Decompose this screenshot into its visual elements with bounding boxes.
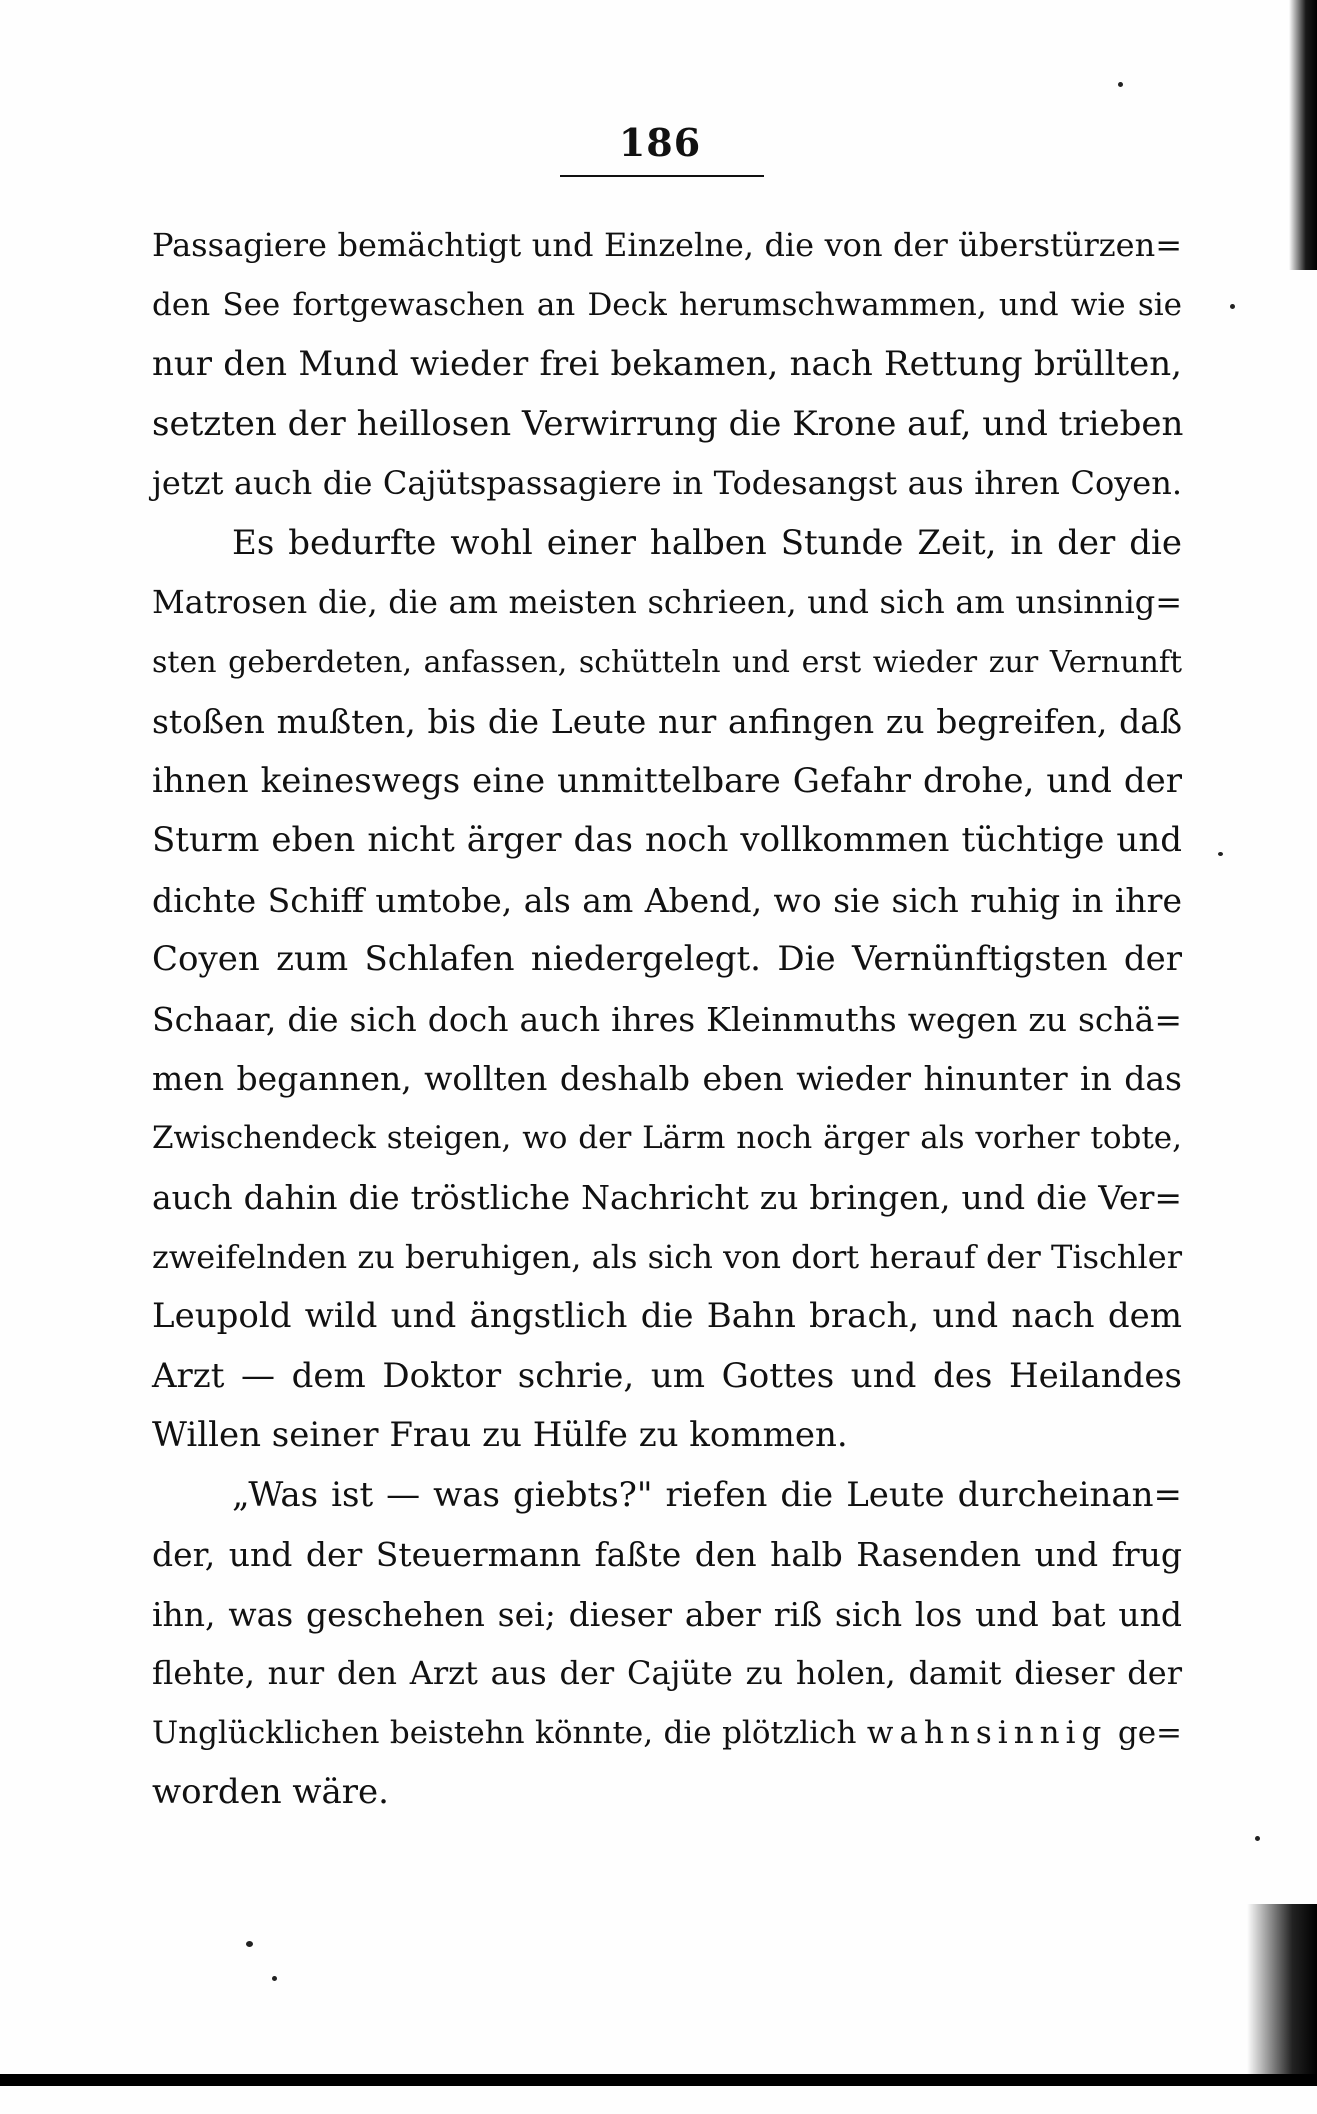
- text-line: der, und der Steuermann faßte den halb Rasenden und frug: [152, 1535, 1182, 1574]
- text-line: [152, 1704, 1182, 1764]
- text-line: Zwischendeck steigen, wo der Lärm noch ärger als vorher tobte,: [152, 1119, 1182, 1156]
- text-line: sten geberdeten, anfassen, schütteln und erst wieder zur Vernunft: [152, 644, 1182, 680]
- scan-speck: [246, 1941, 253, 1947]
- scan-speck: [272, 1976, 277, 1981]
- text-line: setzten der heillosen Verwirrung die Krone auf, und trieben: [152, 403, 1184, 444]
- text-line: den See fortgewaschen an Deck herumschwammen, und wie sie: [152, 286, 1182, 323]
- text-line: nur den Mund wieder frei bekamen, nach Rettung brüllten,: [152, 344, 1182, 384]
- text-segment: Unglücklichen beistehn könnte, die plötzlich: [152, 1714, 857, 1751]
- text-line: Willen seiner Frau zu Hülfe zu kommen.: [152, 1415, 848, 1455]
- text-line: Sturm eben nicht ärger das noch vollkommen tüchtige und: [152, 820, 1182, 860]
- text-line: Schaar, die sich doch auch ihres Kleinmuths wegen zu schä=: [152, 999, 1182, 1039]
- scan-speck: [1218, 852, 1223, 856]
- text-line: ihnen keineswegs eine unmittelbare Gefahr drohe, und der: [152, 760, 1182, 801]
- text-line: auch dahin die tröstliche Nachricht zu bringen, und die Ver=: [152, 1178, 1182, 1217]
- scan-speck: [1255, 1836, 1260, 1841]
- text-line: zweifelnden zu beruhigen, als sich von dort herauf der Tischler: [152, 1237, 1182, 1276]
- text-line: Arzt — dem Doktor schrie, um Gottes und des Heilandes: [152, 1355, 1182, 1396]
- text-line: Leupold wild und ängstlich die Bahn brach, und nach dem: [152, 1296, 1182, 1336]
- page-number: 186: [618, 120, 702, 165]
- text-line: Passagiere bemächtigt und Einzelne, die von der überstürzen=: [152, 226, 1182, 264]
- scan-speck: [1118, 82, 1123, 87]
- scan-edge-shadow-bottom: [1247, 1904, 1317, 2074]
- text-line: jetzt auch die Cajütspassagiere in Todesangst aus ihren Coyen.: [152, 464, 1182, 502]
- text-line: Coyen zum Schlafen niedergelegt. Die Vernünftigsten der: [152, 939, 1182, 979]
- text-line: worden wäre.: [152, 1772, 389, 1812]
- body-text: [152, 216, 1182, 1823]
- text-line: „Was ist — was giebts?" riefen die Leute durcheinan=: [232, 1474, 1182, 1515]
- text-line: Matrosen die, die am meisten schrieen, und sich am unsinnig=: [152, 583, 1182, 621]
- scan-speck: [1230, 304, 1235, 309]
- header-rule: [560, 175, 764, 177]
- emphasized-word: wahnsinnig: [866, 1714, 1108, 1751]
- text-line: dichte Schiff umtobe, als am Abend, wo sie sich ruhig in ihre: [152, 880, 1182, 920]
- text-line: stoßen mußten, bis die Leute nur anfingen zu begreifen, daß: [152, 702, 1182, 741]
- text-line: men begannen, wollten deshalb eben wieder hinunter in das: [152, 1059, 1182, 1098]
- text-line: ihn, was geschehen sei; dieser aber riß sich los und bat und: [152, 1594, 1182, 1634]
- text-line: flehte, nur den Arzt aus der Cajüte zu holen, damit dieser der: [152, 1654, 1182, 1692]
- scan-edge-shadow-top: [1289, 0, 1317, 270]
- scan-bottom-border: [0, 2074, 1317, 2086]
- text-line: Es bedurfte wohl einer halben Stunde Zeit, in der die: [232, 522, 1182, 563]
- text-segment: ge=: [1117, 1714, 1183, 1751]
